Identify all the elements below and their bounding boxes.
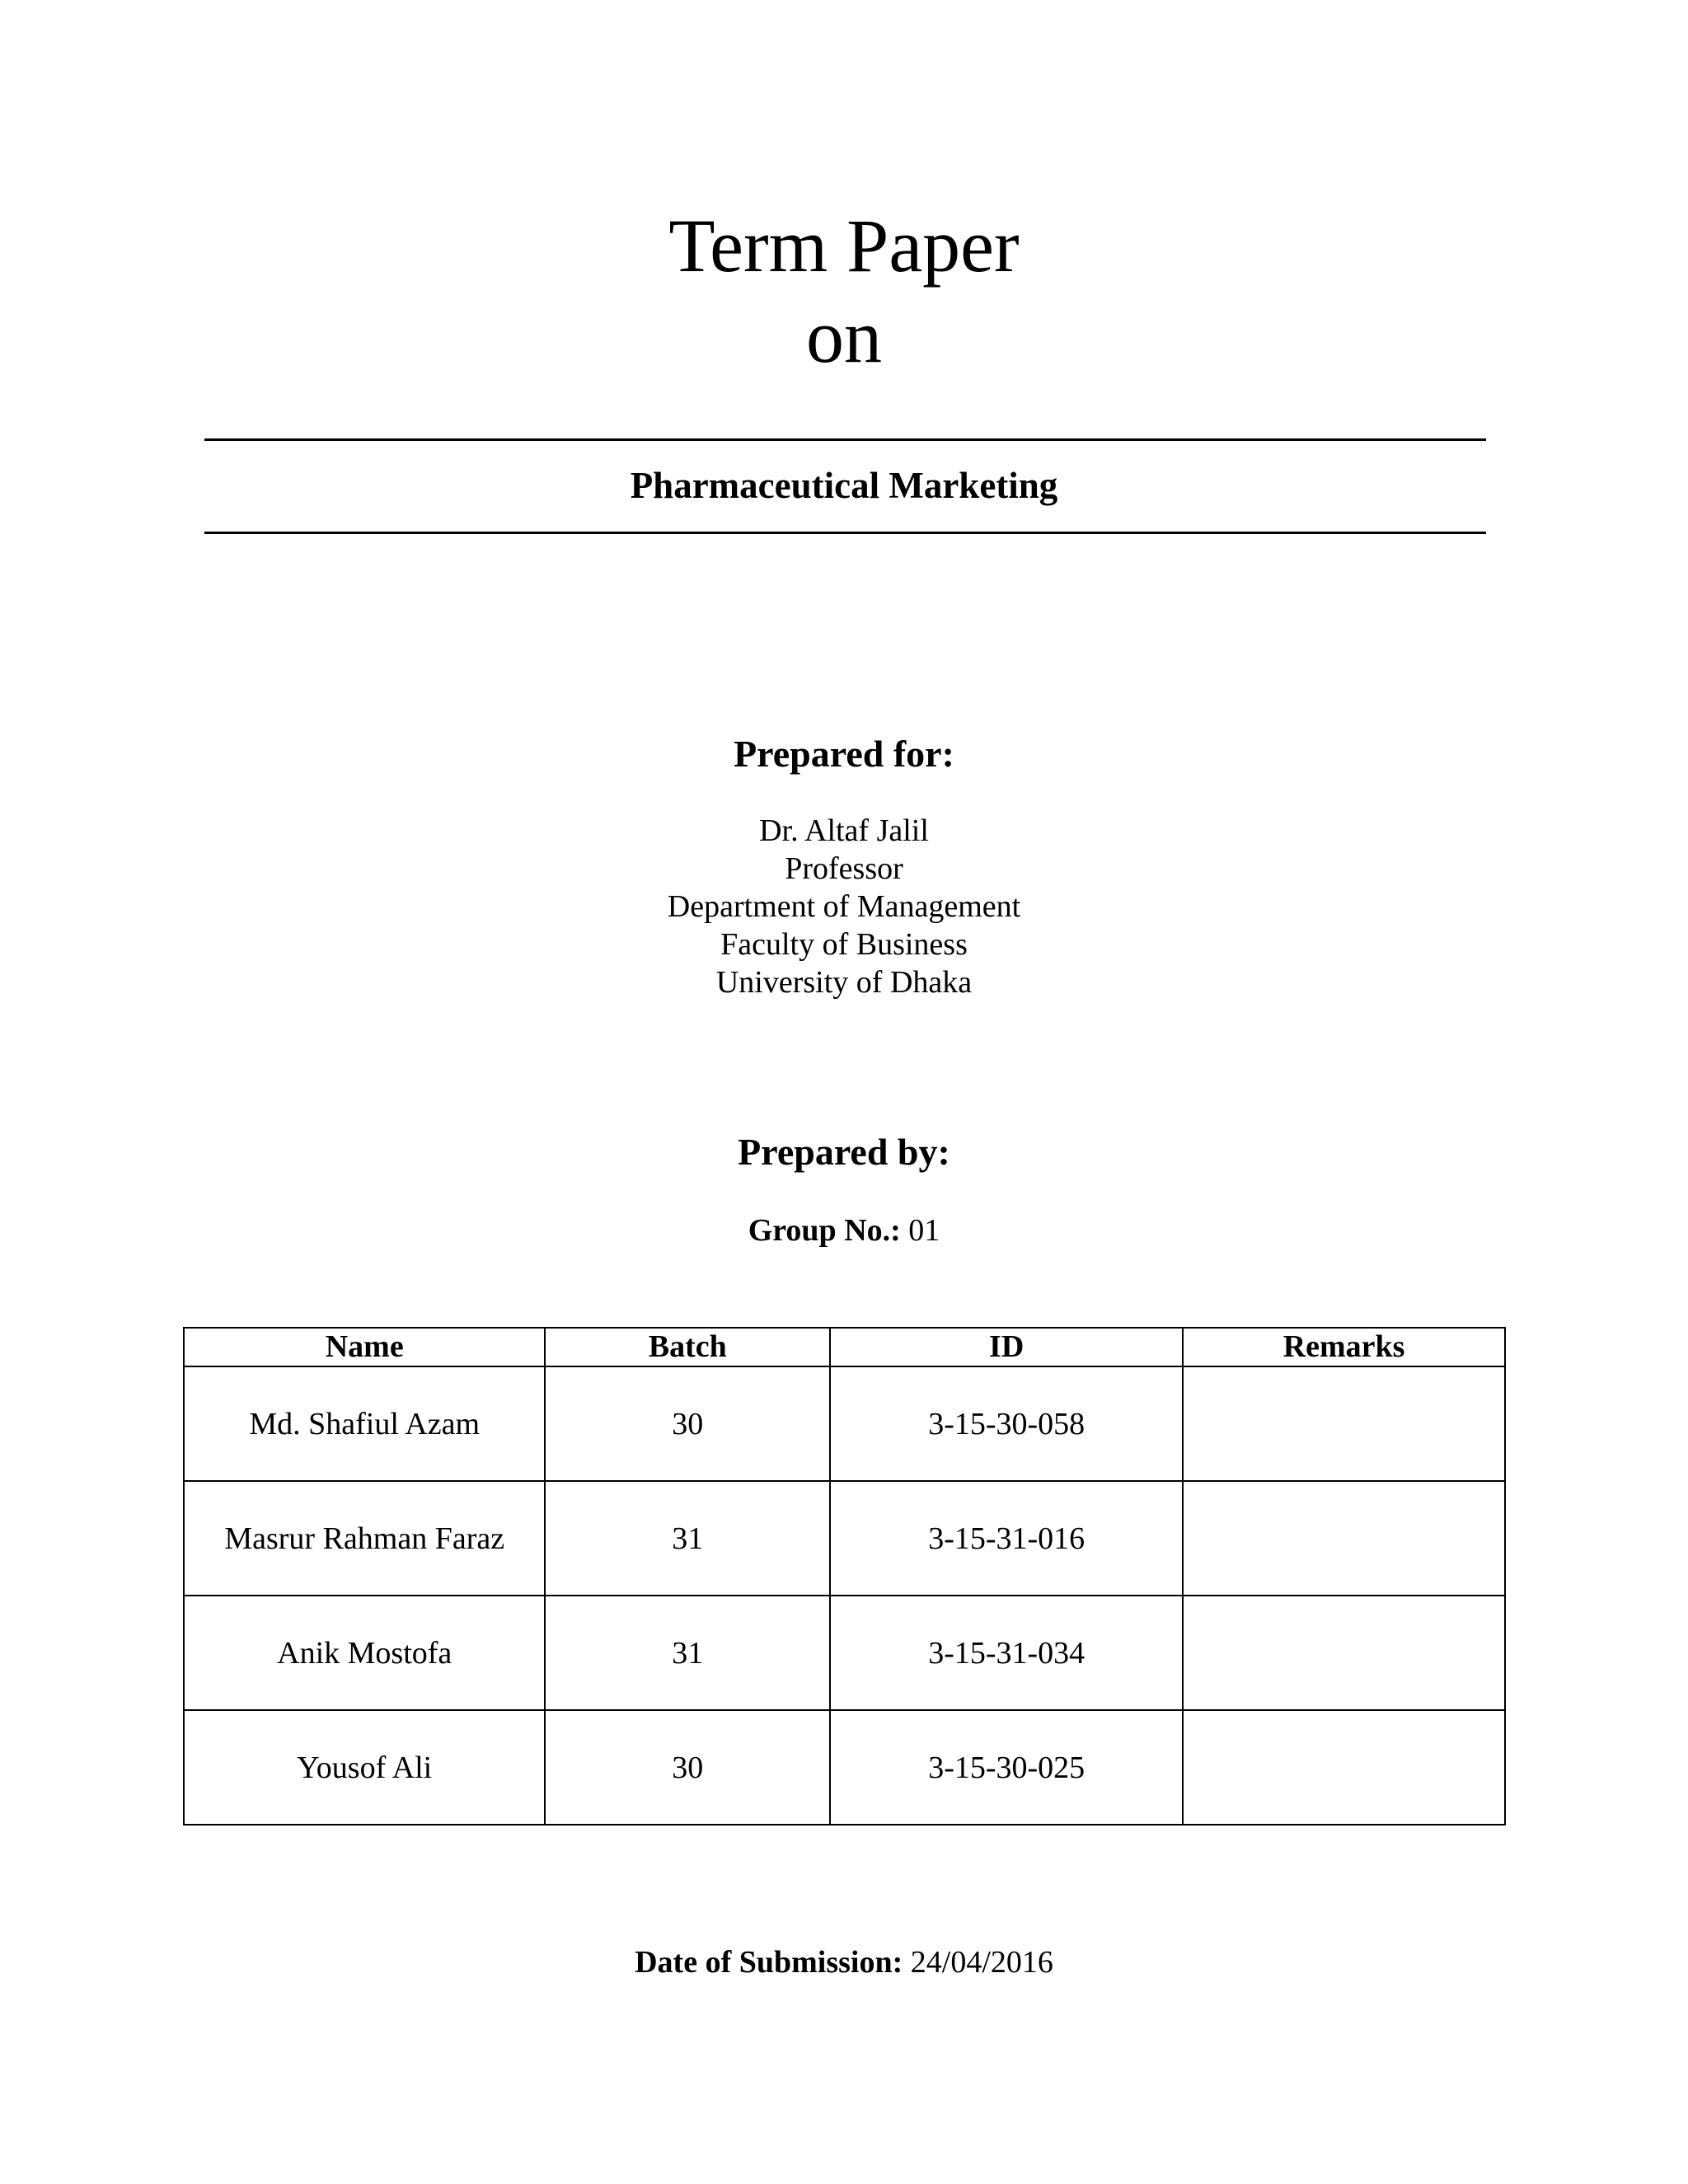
members-table — [183, 1327, 1506, 1825]
cell-id: 3-15-30-025 — [830, 1710, 1183, 1825]
document-title-on: on — [806, 294, 882, 378]
cell-id: 3-15-30-058 — [830, 1366, 1183, 1481]
cell-batch: 31 — [545, 1596, 830, 1710]
header-id: ID — [830, 1328, 1183, 1366]
subject-title: Pharmaceutical Marketing — [630, 465, 1058, 506]
recipient-name: Dr. Altaf Jalil — [759, 813, 929, 848]
cell-batch: 30 — [545, 1366, 830, 1481]
prepared-by-heading: Prepared by: — [738, 1131, 950, 1173]
cell-id: 3-15-31-016 — [830, 1481, 1183, 1596]
header-remarks: Remarks — [1183, 1328, 1505, 1366]
recipient-department: Department of Management — [667, 889, 1021, 924]
document-title: Term Paper — [668, 204, 1020, 288]
cell-name: Md. Shafiul Azam — [184, 1366, 545, 1481]
table-row — [184, 1710, 1505, 1825]
group-label: Group No.: — [748, 1213, 901, 1248]
header-name: Name — [184, 1328, 545, 1366]
cell-name: Masrur Rahman Faraz — [184, 1481, 545, 1596]
recipient-title: Professor — [785, 851, 903, 886]
cell-name: Anik Mostofa — [184, 1596, 545, 1710]
cell-batch: 30 — [545, 1710, 830, 1825]
table-row — [184, 1481, 1505, 1596]
group-value: 01 — [908, 1213, 940, 1248]
cell-name: Yousof Ali — [184, 1710, 545, 1825]
top-rule — [204, 438, 1486, 441]
recipient-faculty: Faculty of Business — [720, 927, 968, 962]
submission-value: 24/04/2016 — [910, 1945, 1053, 1980]
recipient-block — [0, 812, 1688, 1001]
cell-batch: 31 — [545, 1481, 830, 1596]
recipient-university: University of Dhaka — [715, 965, 973, 1000]
cell-id: 3-15-31-034 — [830, 1596, 1183, 1710]
table-header-row — [184, 1328, 1505, 1366]
cell-remarks — [1183, 1366, 1505, 1481]
header-batch: Batch — [545, 1328, 830, 1366]
submission-label: Date of Submission: — [635, 1945, 903, 1980]
cell-remarks — [1183, 1710, 1505, 1825]
submission-date — [0, 1943, 1688, 1981]
cell-remarks — [1183, 1481, 1505, 1596]
cell-remarks — [1183, 1596, 1505, 1710]
table-row — [184, 1596, 1505, 1710]
table-row — [184, 1366, 1505, 1481]
prepared-for-heading: Prepared for: — [734, 733, 954, 775]
bottom-rule — [204, 532, 1486, 534]
group-number — [0, 1212, 1688, 1249]
